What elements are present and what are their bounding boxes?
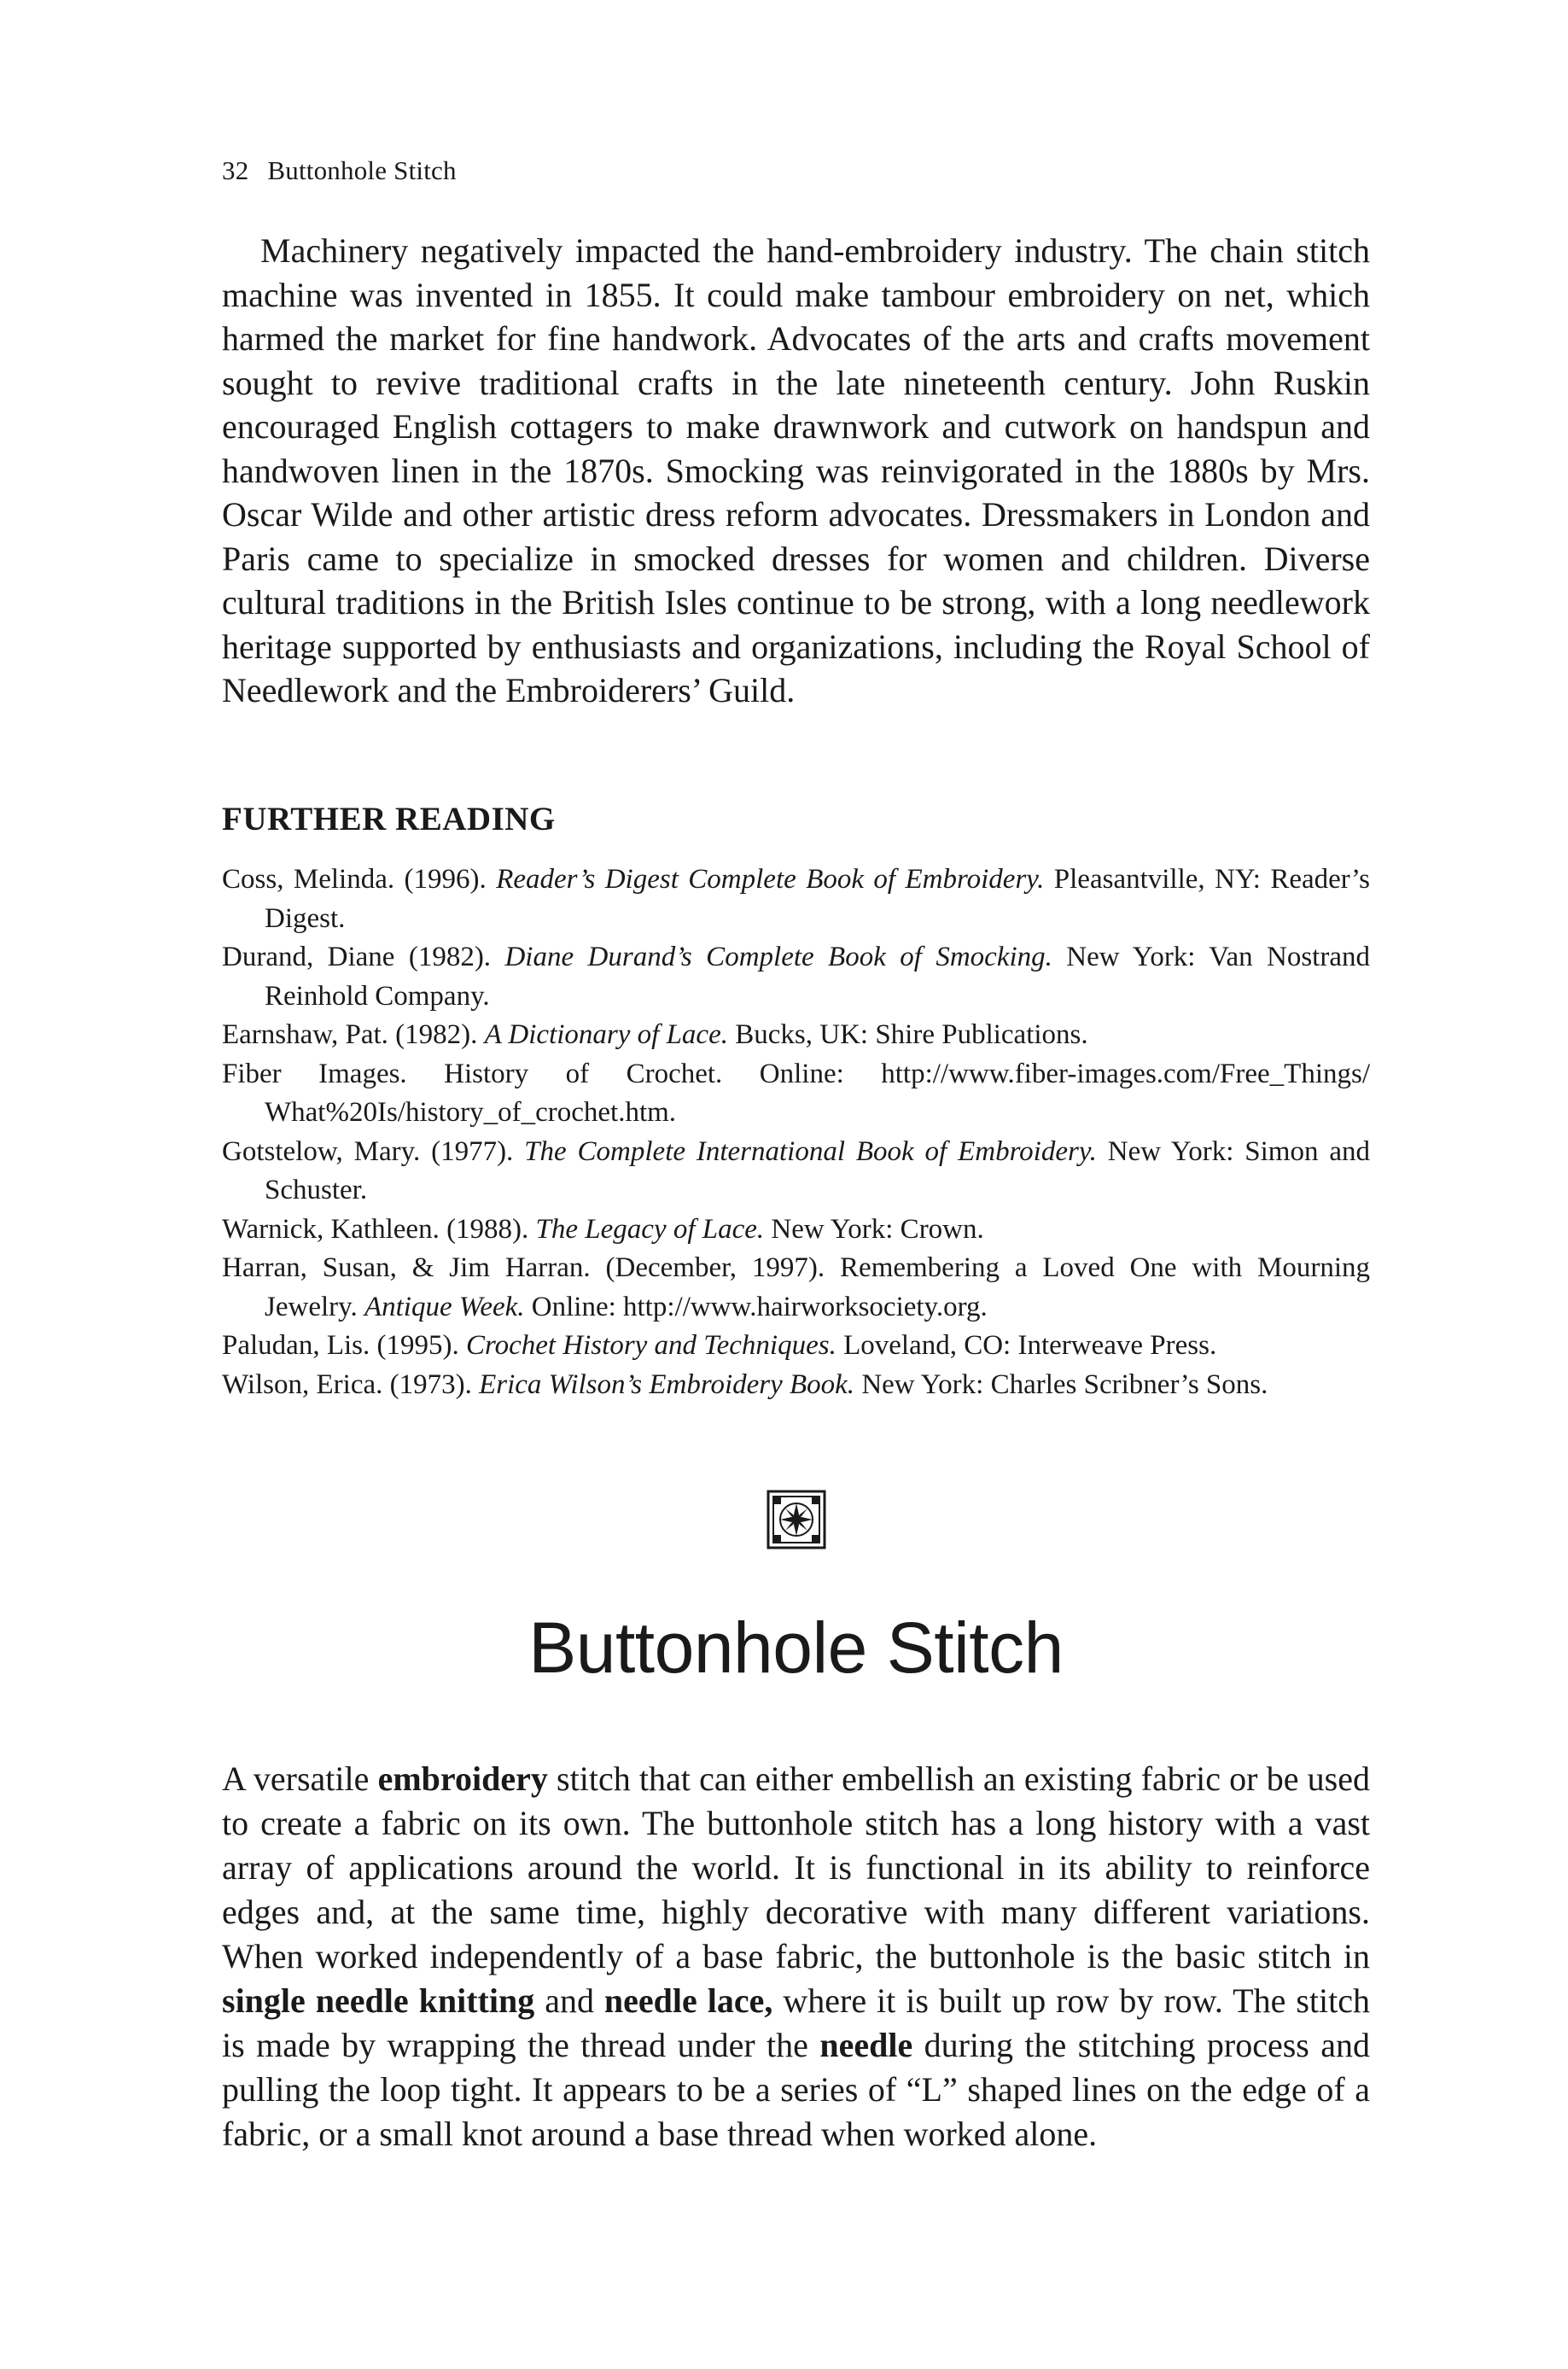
page-number: 32 xyxy=(222,155,249,185)
entry-title: Buttonhole Stitch xyxy=(528,1608,1064,1688)
book-page xyxy=(222,0,1370,2369)
reference-text: Fiber Images. History of Crochet. Online: http://www.fiber-images.com/Free_Things/ What%20Is/history_of_crochet.htm. xyxy=(222,1058,1370,1128)
reference-entry xyxy=(222,1016,1370,1055)
reference-text: Bucks, UK: Shire Publications. xyxy=(727,1019,1088,1050)
entry-text: A versatile xyxy=(222,1759,378,1798)
entry-section xyxy=(222,1757,1370,2156)
reference-entry xyxy=(222,938,1370,1016)
cross-reference-term: single needle knitting xyxy=(222,1981,535,2020)
reference-title: The Legacy of Lace. xyxy=(535,1213,765,1245)
reference-title: The Complete International Book of Embroidery. xyxy=(524,1135,1097,1167)
reference-text: Gotstelow, Mary. (1977). xyxy=(222,1135,525,1167)
intro-section xyxy=(222,229,1370,713)
reference-title: Diane Durand’s Complete Book of Smocking. xyxy=(504,942,1052,972)
reference-entry xyxy=(222,1055,1370,1133)
cross-reference-term: needle xyxy=(819,2026,913,2064)
reference-title: Crochet History and Techniques. xyxy=(465,1330,836,1361)
reference-entry xyxy=(222,1249,1370,1327)
reference-text: New York: Charles Scribner’s Sons. xyxy=(854,1368,1268,1400)
reference-text: Online: http://www.hairworksociety.org. xyxy=(524,1291,988,1322)
running-head-title: Buttonhole Stitch xyxy=(267,155,457,185)
entry-text: during the stitching process and pulling the loop tight. It appears to be a series of “L” shaped lines on the edge of a fabric, or a small knot around a base thread when worked alone. xyxy=(222,2026,1370,2153)
reference-text: Loveland, CO: Interweave Press. xyxy=(836,1330,1217,1361)
reference-text: Coss, Melinda. (1996). xyxy=(222,864,497,895)
intro-paragraph: Machinery negatively impacted the hand-embroidery industry. The chain stitch machine was invented in 1855. It could make tambour embroidery on net, which harmed the market for fine handwork. Advocates of the arts and crafts movement sought to revive traditional crafts in the late nineteenth century. John Ruskin encouraged English cottagers to make drawnwork and cutwork on handspun and handwoven linen in the 1870s. Smocking was reinvigorated in the 1880s by Mrs. Oscar Wilde and other artistic dress reform advocates. Dressmakers in London and Paris came to specialize in smocked dresses for women and children. Diverse cultural traditions in the British Isles continue to be strong, with a long needlework heritage supported by enthusiasts and organizations, including the Royal School of Needlework and the Embroiderers’ Guild. xyxy=(222,231,1370,709)
entry-text: stitch that can either embellish an existing fabric or be used to create a fabric on its own. The buttonhole stitch has a long history with a vast array of applications around the world. It is functional in its ability to reinforce edges and, at the same time, highly decorative with many different variations. When worked independently of a base fabric, the buttonhole is the basic stitch in xyxy=(222,1759,1370,1975)
reference-text: Pleasantville, NY: Reader’s Digest. xyxy=(265,864,1370,934)
reference-text: Paludan, Lis. (1995). xyxy=(222,1330,466,1361)
reference-text: New York: Crown. xyxy=(764,1213,984,1245)
reference-title: Antique Week. xyxy=(364,1291,525,1322)
reference-text: Durand, Diane (1982). xyxy=(222,942,505,972)
reference-text: Earnshaw, Pat. (1982). xyxy=(222,1019,485,1050)
reference-entry xyxy=(222,1133,1370,1211)
reference-text: New York: Van Nostrand Reinhold Company. xyxy=(265,942,1370,1012)
reference-text: New York: Simon and Schuster. xyxy=(265,1135,1370,1205)
entry-paragraph xyxy=(222,1757,1370,2156)
reference-text: Warnick, Kathleen. (1988). xyxy=(222,1213,536,1245)
reference-entry xyxy=(222,1366,1370,1405)
reference-title: Reader’s Digest Complete Book of Embroidery. xyxy=(496,864,1045,895)
running-head xyxy=(222,154,457,188)
entry-text: and xyxy=(534,1981,604,2020)
further-reading-list xyxy=(222,861,1370,1404)
reference-text: Harran, Susan, & Jim Harran. (December, 1997). Remembering a Loved One with Mourning Jewelry. xyxy=(222,1252,1370,1322)
decorative-ornament-icon xyxy=(767,1490,826,1549)
reference-text: Wilson, Erica. (1973). xyxy=(222,1368,480,1400)
further-reading-heading: FURTHER READING xyxy=(222,801,556,837)
reference-title: A Dictionary of Lace. xyxy=(484,1019,728,1050)
reference-title: Erica Wilson’s Embroidery Book. xyxy=(479,1368,855,1400)
cross-reference-term: needle lace, xyxy=(603,1981,773,2020)
cross-reference-term: embroidery xyxy=(377,1759,548,1798)
reference-entry xyxy=(222,861,1370,938)
entry-text: where it is built up row by row. The stitch is made by wrapping the thread under the xyxy=(222,1981,1371,2064)
reference-entry xyxy=(222,1327,1370,1366)
reference-entry xyxy=(222,1211,1370,1250)
